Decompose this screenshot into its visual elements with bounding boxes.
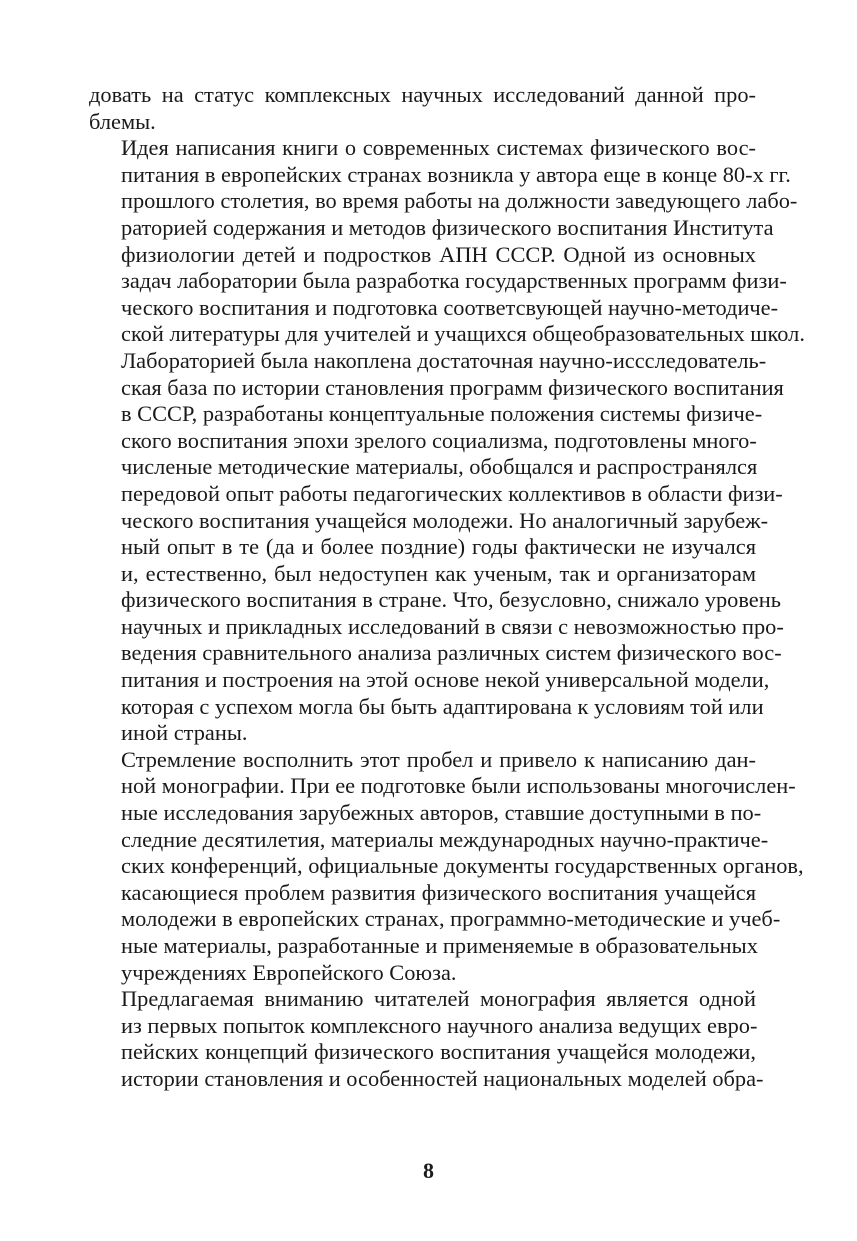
text-line: следние десятилетия, материалы международных научно-практиче- — [121, 826, 769, 852]
text-line: ведения сравнительного анализа различных систем физического вос- — [121, 640, 782, 666]
text-line: ских конференций, официальные документы государственных органов, — [121, 853, 804, 879]
paragraph — [89, 986, 764, 1092]
text-line: прошлого столетия, во время работы на должности заведующего лабо- — [121, 188, 798, 214]
text-line: в СССР, разработаны концептуальные положения системы физиче- — [121, 401, 763, 427]
text-line: Предлагаемая вниманию читателей монография является одной — [121, 986, 756, 1012]
text-line: ского воспитания эпохи зрелого социализма, подготовлены много- — [121, 427, 757, 453]
text-line: раторией содержания и методов физического воспитания Института — [121, 214, 774, 240]
text-line: физиологии детей и подростков АПН СССР. Одной из основных — [121, 241, 756, 267]
paragraph — [89, 135, 805, 747]
text-line: молодежи в европейских странах, программно-методические и учеб- — [121, 906, 781, 932]
text-line: Идея написания книги о современных системах физического вос- — [121, 135, 756, 161]
text-line: Стремление восполнить этот пробел и привело к написанию дан- — [121, 746, 756, 772]
page-number: 8 — [423, 1158, 434, 1183]
text-line: Лабораторией была накоплена достаточная научно-иссследователь- — [121, 347, 767, 373]
text-line: ская база по истории становления программ физического воспитания — [121, 374, 784, 400]
text-line: и, естественно, был недоступен как ученым, так и организаторам — [121, 560, 756, 586]
text-line: блемы. — [89, 108, 156, 134]
text-line: ные исследования зарубежных авторов, ставшие доступными в по- — [121, 800, 762, 826]
text-line: учреждениях Европейского Союза. — [121, 959, 457, 985]
text-line: ческого воспитания и подготовка соответсвующей научно-методиче- — [121, 294, 779, 320]
text-line: физического воспитания в стране. Что, безусловно, снижало уровень — [121, 587, 781, 613]
paragraph — [89, 82, 756, 135]
text-line: довать на статус комплексных научных исследований данной про- — [89, 82, 756, 107]
text-line: ный опыт в те (да и более поздние) годы фактически не изучался — [121, 534, 756, 560]
text-line: истории становления и особенностей национальных моделей обра- — [121, 1065, 764, 1091]
text-line: которая с успехом могла бы быть адаптирована к условиям той или — [121, 693, 764, 719]
text-line: научных и прикладных исследований в связи с невозможностью про- — [121, 613, 784, 639]
text-line: ные материалы, разработанные и применяемые в образовательных — [121, 933, 758, 958]
text-line: пейских концепций физического воспитания учащейся молодежи, — [121, 1039, 756, 1065]
text-line: касающиеся проблем развития физического воспитания учащейся — [121, 879, 756, 905]
text-line: численые методические материалы, обобщался и распространялся — [121, 454, 758, 480]
body-text — [89, 82, 805, 1093]
text-line: питания в европейских странах возникла у автора еще в конце 80-х гг. — [121, 161, 791, 187]
text-line: ческого воспитания учащейся молодежи. Но аналогичный зарубеж- — [121, 507, 769, 533]
text-line: задач лаборатории была разработка государственных программ физи- — [121, 268, 787, 294]
text-line: из первых попыток комплексного научного анализа ведущих евро- — [121, 1012, 758, 1038]
paragraph — [89, 746, 804, 986]
text-line: ной монографии. При ее подготовке были использованы многочислен- — [121, 773, 796, 799]
text-line: иной страны. — [121, 720, 248, 746]
text-line: передовой опыт работы педагогических коллективов в области физи- — [121, 480, 783, 506]
text-line: питания и построения на этой основе некой универсальной модели, — [121, 667, 770, 693]
text-line: ской литературы для учителей и учащихся общеобразовательных школ. — [121, 321, 805, 347]
